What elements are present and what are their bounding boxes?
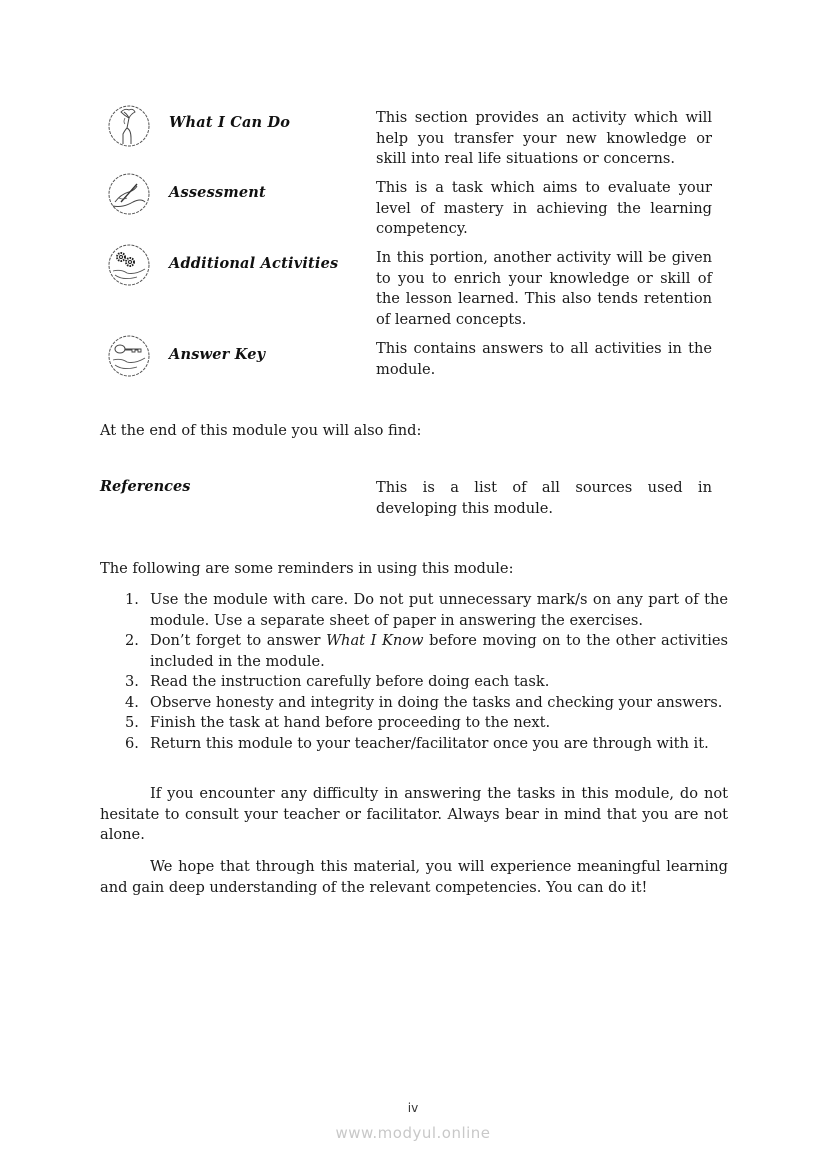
closing-paragraph-hope: We hope that through this material, you will experience meaningful learning and gain deep understanding of the relevant competencies. You can do it! — [100, 858, 728, 896]
section-title: What I Can Do — [169, 114, 291, 131]
reminder-number: 6. — [125, 734, 139, 752]
section-description: This is a task which aims to evaluate your level of mastery in achieving the learning competency. — [376, 179, 712, 237]
reminder-number: 1. — [125, 591, 139, 608]
reminder-item — [125, 693, 728, 714]
section-description: In this portion, another activity will be given to you to enrich your knowledge or skill of the lesson learned. This also tends retention of learned concepts. — [376, 249, 712, 328]
reminder-number: 5. — [125, 714, 139, 731]
references-title: References — [100, 478, 191, 495]
references-description-line1: This is a list of all sources used in — [376, 479, 712, 496]
reminder-number: 2. — [125, 632, 139, 649]
end-of-module-intro: At the end of this module you will also find: — [100, 422, 422, 439]
reminder-text: Return this module to your teacher/facilitator once you are through with it. — [150, 734, 709, 752]
reminder-number: 3. — [125, 673, 139, 690]
reminder-text-after: before moving on to the other activities included in the module. — [150, 632, 729, 670]
reminder-number: 4. — [125, 693, 139, 711]
reminders-list — [125, 590, 728, 754]
gears-hand-icon — [107, 243, 151, 287]
key-hand-icon — [107, 334, 151, 378]
reminder-text: Read the instruction carefully before doing each task. — [150, 673, 550, 690]
closing-paragraph-difficulty: If you encounter any difficulty in answering the tasks in this module, do not hesitate to consult your teacher or facilitator. Always bear in mind that you are not alone. — [100, 785, 728, 843]
section-title: Answer Key — [169, 346, 266, 363]
reminder-text: Observe honesty and integrity in doing the tasks and checking your answers. — [150, 693, 723, 711]
section-title: Assessment — [169, 184, 266, 201]
section-description: This contains answers to all activities in the module. — [376, 340, 712, 378]
reminder-item — [125, 713, 728, 734]
reminder-item — [125, 672, 728, 693]
reminder-text: Use the module with care. Do not put unnecessary mark/s on any part of the module. Use a separate sheet of paper in answering the exercises. — [150, 591, 728, 629]
reminder-item — [125, 631, 728, 672]
reminder-item — [125, 590, 728, 631]
watermark: www.modyul.online — [335, 1124, 491, 1142]
references-description — [376, 478, 712, 519]
reminder-text: Finish the task at hand before proceeding to the next. — [150, 714, 551, 731]
hand-plant-icon — [107, 104, 151, 148]
hand-writing-icon — [107, 172, 151, 216]
reminders-intro: The following are some reminders in using this module: — [100, 560, 514, 577]
references-description-line2: developing this module. — [376, 499, 554, 517]
reminder-text-before: Don’t forget to answer — [150, 632, 327, 649]
section-description: This section provides an activity which will help you transfer your new knowledge or skill into real life situations or concerns. — [376, 109, 712, 167]
page-number: iv — [407, 1101, 419, 1115]
section-title: Additional Activities — [169, 255, 339, 272]
reminder-item — [125, 734, 728, 755]
reminder-text-emphasis: What I Know — [326, 632, 424, 649]
